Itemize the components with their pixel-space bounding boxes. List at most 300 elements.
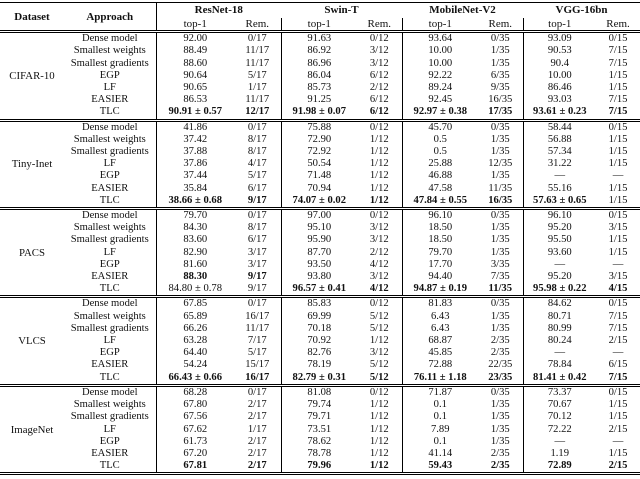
remaining-layers-cell: 4/17 bbox=[247, 158, 267, 170]
top1-value-cell: 87.70 bbox=[281, 247, 357, 259]
remaining-layers-cell: 0/15 bbox=[608, 298, 628, 310]
top1-value-cell: 17.70 bbox=[402, 259, 478, 271]
remaining-layers-cell: 7/15 bbox=[608, 371, 628, 383]
top1-value-cell: 50.54 bbox=[281, 158, 357, 170]
top1-value-cell: 84.80 ± 0.78 bbox=[156, 283, 234, 297]
approach-cell: EGP bbox=[99, 347, 120, 359]
remaining-layers-cell: 1/15 bbox=[608, 246, 628, 258]
remaining-layers-cell: 1/35 bbox=[490, 246, 510, 258]
top1-value-cell: 70.18 bbox=[281, 323, 357, 335]
remaining-layers-cell: 11/35 bbox=[488, 283, 513, 295]
table-row bbox=[0, 311, 640, 323]
top1-value-cell: 31.22 bbox=[523, 158, 596, 170]
top1-value-cell: 79.70 bbox=[402, 247, 478, 259]
group-header-resnet18: ResNet-18 bbox=[156, 3, 281, 19]
table-row bbox=[0, 82, 640, 94]
top1-value-cell: 82.76 bbox=[281, 347, 357, 359]
remaining-layers-cell: 0/35 bbox=[490, 33, 510, 45]
approach-cell: EGP bbox=[99, 69, 120, 81]
remaining-layers-cell: 1/12 bbox=[369, 194, 389, 206]
remaining-layers-cell: 1/35 bbox=[490, 57, 510, 69]
remaining-layers-cell: 11/17 bbox=[245, 322, 270, 334]
remaining-layers-cell: 7/15 bbox=[608, 45, 628, 57]
remaining-layers-cell: 11/17 bbox=[245, 57, 270, 69]
remaining-layers-cell: 0/12 bbox=[369, 33, 389, 45]
top1-value-cell: 72.89 bbox=[523, 460, 596, 474]
remaining-layers-cell: 1/12 bbox=[369, 423, 389, 435]
approach-cell: LF bbox=[103, 335, 116, 347]
top1-value-cell: 54.24 bbox=[156, 359, 234, 371]
top1-value-cell: 6.43 bbox=[402, 311, 478, 323]
remaining-layers-cell: 0/12 bbox=[369, 386, 389, 398]
remaining-layers-cell: 1/12 bbox=[369, 435, 389, 447]
top1-value-cell: — bbox=[523, 436, 596, 448]
remaining-layers-cell: 5/12 bbox=[369, 359, 389, 371]
remaining-layers-cell: 0/17 bbox=[247, 33, 267, 45]
top1-value-cell: 0.1 bbox=[402, 411, 478, 423]
table-row bbox=[0, 335, 640, 347]
remaining-layers-cell: 0/15 bbox=[608, 121, 628, 133]
table-row bbox=[0, 158, 640, 170]
remaining-layers-cell: 2/12 bbox=[369, 82, 389, 94]
remaining-layers-cell: 2/17 bbox=[247, 447, 267, 459]
top1-value-cell: 80.24 bbox=[523, 335, 596, 347]
top1-value-cell: 70.94 bbox=[281, 183, 357, 195]
subcol-header-top1: top-1 bbox=[281, 18, 357, 32]
remaining-layers-cell: 2/35 bbox=[490, 335, 510, 347]
remaining-layers-cell: 9/35 bbox=[490, 82, 510, 94]
remaining-layers-cell: 1/15 bbox=[608, 82, 628, 94]
table-row bbox=[0, 106, 640, 120]
top1-value-cell: 67.20 bbox=[156, 448, 234, 460]
remaining-layers-cell: 5/12 bbox=[369, 322, 389, 334]
top1-value-cell: 92.45 bbox=[402, 94, 478, 106]
approach-cell: EASIER bbox=[91, 94, 129, 106]
remaining-layers-cell: 7/35 bbox=[490, 271, 510, 283]
dataset-cell: PACS bbox=[18, 246, 46, 259]
approach-cell: EASIER bbox=[91, 447, 129, 459]
top1-value-cell: 18.50 bbox=[402, 222, 478, 234]
table-row bbox=[0, 271, 640, 283]
top1-value-cell: 70.92 bbox=[281, 335, 357, 347]
remaining-layers-cell: 3/12 bbox=[369, 234, 389, 246]
remaining-layers-cell: 0/17 bbox=[247, 298, 267, 310]
remaining-layers-cell: 3/12 bbox=[369, 57, 389, 69]
top1-value-cell: 7.89 bbox=[402, 424, 478, 436]
remaining-layers-cell: 12/35 bbox=[488, 158, 513, 170]
top1-value-cell: 91.25 bbox=[281, 94, 357, 106]
remaining-layers-cell: 0/15 bbox=[608, 210, 628, 222]
remaining-layers-cell: — bbox=[612, 258, 624, 270]
remaining-layers-cell: 2/17 bbox=[247, 435, 267, 447]
remaining-layers-cell: 1/12 bbox=[369, 133, 389, 145]
top1-value-cell: 81.83 bbox=[402, 297, 478, 311]
top1-value-cell: 90.65 bbox=[156, 82, 234, 94]
top1-value-cell: 88.30 bbox=[156, 271, 234, 283]
top1-value-cell: 56.88 bbox=[523, 134, 596, 146]
remaining-layers-cell: 0/15 bbox=[608, 33, 628, 45]
top1-value-cell: 64.40 bbox=[156, 347, 234, 359]
approach-cell: Dense model bbox=[81, 298, 138, 310]
top1-value-cell: 73.51 bbox=[281, 424, 357, 436]
top1-value-cell: 35.84 bbox=[156, 183, 234, 195]
remaining-layers-cell: 16/35 bbox=[488, 94, 513, 106]
remaining-layers-cell: — bbox=[612, 347, 624, 359]
top1-value-cell: 72.88 bbox=[402, 359, 478, 371]
top1-value-cell: 92.22 bbox=[402, 70, 478, 82]
top1-value-cell: 57.34 bbox=[523, 146, 596, 158]
remaining-layers-cell: 1/12 bbox=[369, 411, 389, 423]
remaining-layers-cell: 9/17 bbox=[247, 283, 267, 295]
remaining-layers-cell: 1/12 bbox=[369, 170, 389, 182]
top1-value-cell: 86.96 bbox=[281, 58, 357, 70]
top1-value-cell: 86.46 bbox=[523, 82, 596, 94]
top1-value-cell: 95.20 bbox=[523, 222, 596, 234]
top1-value-cell: 93.64 bbox=[402, 32, 478, 46]
top1-value-cell: 1.19 bbox=[523, 448, 596, 460]
table-row bbox=[0, 436, 640, 448]
remaining-layers-cell: 7/15 bbox=[608, 310, 628, 322]
remaining-layers-cell: 1/15 bbox=[608, 194, 628, 206]
top1-value-cell: 0.1 bbox=[402, 436, 478, 448]
top1-value-cell: 79.71 bbox=[281, 411, 357, 423]
top1-value-cell: — bbox=[523, 170, 596, 182]
remaining-layers-cell: 1/12 bbox=[369, 399, 389, 411]
approach-cell: TLC bbox=[99, 371, 120, 383]
table-row bbox=[0, 146, 640, 158]
dataset-block bbox=[0, 120, 640, 208]
remaining-layers-cell: 0/35 bbox=[490, 386, 510, 398]
remaining-layers-cell: 1/15 bbox=[608, 158, 628, 170]
top1-value-cell: 58.44 bbox=[523, 120, 596, 134]
remaining-layers-cell: 3/12 bbox=[369, 347, 389, 359]
remaining-layers-cell: 2/17 bbox=[247, 411, 267, 423]
top1-value-cell: 95.10 bbox=[281, 222, 357, 234]
remaining-layers-cell: 1/35 bbox=[490, 45, 510, 57]
remaining-layers-cell: 3/17 bbox=[247, 258, 267, 270]
subcol-header-rem: Rem. bbox=[488, 18, 513, 30]
top1-value-cell: 72.90 bbox=[281, 134, 357, 146]
remaining-layers-cell: — bbox=[612, 170, 624, 182]
top1-value-cell: 66.43 ± 0.66 bbox=[156, 372, 234, 386]
top1-value-cell: 81.08 bbox=[281, 385, 357, 399]
top1-value-cell: 38.66 ± 0.68 bbox=[156, 195, 234, 209]
top1-value-cell: 37.42 bbox=[156, 134, 234, 146]
remaining-layers-cell: 9/17 bbox=[247, 194, 267, 206]
top1-value-cell: 0.1 bbox=[402, 399, 478, 411]
remaining-layers-cell: 1/35 bbox=[490, 399, 510, 411]
top1-value-cell: 96.10 bbox=[523, 209, 596, 223]
remaining-layers-cell: 6/35 bbox=[490, 69, 510, 81]
approach-cell: Smallest gradients bbox=[70, 411, 149, 423]
dataset-block bbox=[0, 297, 640, 385]
remaining-layers-cell: 4/12 bbox=[369, 258, 389, 270]
approach-cell: LF bbox=[103, 82, 116, 94]
top1-value-cell: 93.09 bbox=[523, 32, 596, 46]
remaining-layers-cell: — bbox=[612, 435, 624, 447]
remaining-layers-cell: 23/35 bbox=[488, 371, 513, 383]
remaining-layers-cell: 5/17 bbox=[247, 347, 267, 359]
remaining-layers-cell: 6/15 bbox=[608, 359, 628, 371]
dataset-block bbox=[0, 385, 640, 473]
table-row bbox=[0, 297, 640, 311]
top1-value-cell: 47.84 ± 0.55 bbox=[402, 195, 478, 209]
approach-cell: EASIER bbox=[91, 182, 129, 194]
approach-cell: TLC bbox=[99, 283, 120, 295]
approach-cell: EASIER bbox=[91, 271, 129, 283]
approach-cell: EGP bbox=[99, 258, 120, 270]
remaining-layers-cell: 1/35 bbox=[490, 170, 510, 182]
remaining-layers-cell: 17/35 bbox=[488, 106, 513, 118]
top1-value-cell: 68.28 bbox=[156, 385, 234, 399]
table-row bbox=[0, 448, 640, 460]
remaining-layers-cell: 1/35 bbox=[490, 133, 510, 145]
top1-value-cell: 59.43 bbox=[402, 460, 478, 474]
top1-value-cell: 46.88 bbox=[402, 170, 478, 182]
col-header-dataset: Dataset bbox=[14, 10, 50, 23]
remaining-layers-cell: 0/12 bbox=[369, 121, 389, 133]
top1-value-cell: 18.50 bbox=[402, 234, 478, 246]
top1-value-cell: 84.62 bbox=[523, 297, 596, 311]
top1-value-cell: 97.00 bbox=[281, 209, 357, 223]
remaining-layers-cell: 0/17 bbox=[247, 210, 267, 222]
top1-value-cell: 71.48 bbox=[281, 170, 357, 182]
top1-value-cell: 90.64 bbox=[156, 70, 234, 82]
remaining-layers-cell: 6/12 bbox=[369, 94, 389, 106]
top1-value-cell: 84.30 bbox=[156, 222, 234, 234]
top1-value-cell: 67.62 bbox=[156, 424, 234, 436]
remaining-layers-cell: 9/17 bbox=[247, 271, 267, 283]
top1-value-cell: 78.78 bbox=[281, 448, 357, 460]
top1-value-cell: 93.61 ± 0.23 bbox=[523, 106, 596, 120]
remaining-layers-cell: 7/17 bbox=[247, 335, 267, 347]
top1-value-cell: 0.5 bbox=[402, 134, 478, 146]
approach-cell: Smallest weights bbox=[73, 45, 146, 57]
remaining-layers-cell: 16/17 bbox=[245, 371, 270, 383]
subcol-header-top1: top-1 bbox=[156, 18, 234, 32]
table-row bbox=[0, 372, 640, 386]
dataset-cell: VLCS bbox=[18, 335, 46, 348]
remaining-layers-cell: 1/15 bbox=[608, 447, 628, 459]
remaining-layers-cell: 1/15 bbox=[608, 182, 628, 194]
remaining-layers-cell: 8/17 bbox=[247, 222, 267, 234]
table-row bbox=[0, 359, 640, 371]
table-row bbox=[0, 70, 640, 82]
top1-value-cell: 76.11 ± 1.18 bbox=[402, 372, 478, 386]
remaining-layers-cell: 2/17 bbox=[247, 460, 267, 472]
remaining-layers-cell: 16/35 bbox=[488, 194, 513, 206]
table-row bbox=[0, 460, 640, 474]
top1-value-cell: 88.60 bbox=[156, 58, 234, 70]
remaining-layers-cell: 0/12 bbox=[369, 298, 389, 310]
top1-value-cell: 82.79 ± 0.31 bbox=[281, 372, 357, 386]
subcol-header-top1: top-1 bbox=[523, 18, 596, 32]
approach-cell: LF bbox=[103, 158, 116, 170]
top1-value-cell: 94.87 ± 0.19 bbox=[402, 283, 478, 297]
approach-cell: Dense model bbox=[81, 210, 138, 222]
remaining-layers-cell: 7/15 bbox=[608, 322, 628, 334]
top1-value-cell: 78.62 bbox=[281, 436, 357, 448]
remaining-layers-cell: 1/12 bbox=[369, 447, 389, 459]
remaining-layers-cell: 0/17 bbox=[247, 386, 267, 398]
top1-value-cell: 96.10 bbox=[402, 209, 478, 223]
top1-value-cell: 86.92 bbox=[281, 45, 357, 57]
table-row bbox=[0, 94, 640, 106]
remaining-layers-cell: 22/35 bbox=[488, 359, 513, 371]
top1-value-cell: 10.00 bbox=[402, 45, 478, 57]
subcol-header-rem: Rem. bbox=[606, 18, 630, 30]
table-row bbox=[0, 209, 640, 223]
remaining-layers-cell: 5/12 bbox=[369, 371, 389, 383]
table-row bbox=[0, 183, 640, 195]
remaining-layers-cell: 2/12 bbox=[369, 246, 389, 258]
top1-value-cell: 79.74 bbox=[281, 399, 357, 411]
table-row bbox=[0, 234, 640, 246]
top1-value-cell: 93.50 bbox=[281, 259, 357, 271]
top1-value-cell: 90.53 bbox=[523, 45, 596, 57]
remaining-layers-cell: 1/15 bbox=[608, 133, 628, 145]
remaining-layers-cell: 3/15 bbox=[608, 222, 628, 234]
remaining-layers-cell: 15/17 bbox=[245, 359, 270, 371]
table-row bbox=[0, 32, 640, 46]
remaining-layers-cell: 3/15 bbox=[608, 271, 628, 283]
remaining-layers-cell: 1/35 bbox=[490, 322, 510, 334]
remaining-layers-cell: 7/15 bbox=[608, 57, 628, 69]
remaining-layers-cell: 1/17 bbox=[247, 423, 267, 435]
remaining-layers-cell: 3/17 bbox=[247, 246, 267, 258]
remaining-layers-cell: 7/15 bbox=[608, 106, 628, 118]
remaining-layers-cell: 12/17 bbox=[245, 106, 270, 118]
table-row bbox=[0, 247, 640, 259]
remaining-layers-cell: 1/17 bbox=[247, 82, 267, 94]
top1-value-cell: 89.24 bbox=[402, 82, 478, 94]
remaining-layers-cell: 0/12 bbox=[369, 210, 389, 222]
remaining-layers-cell: 1/15 bbox=[608, 411, 628, 423]
top1-value-cell: 81.60 bbox=[156, 259, 234, 271]
top1-value-cell: 55.16 bbox=[523, 183, 596, 195]
top1-value-cell: 41.14 bbox=[402, 448, 478, 460]
remaining-layers-cell: 2/35 bbox=[490, 347, 510, 359]
approach-cell: Smallest weights bbox=[73, 310, 146, 322]
remaining-layers-cell: 1/15 bbox=[608, 146, 628, 158]
remaining-layers-cell: 0/17 bbox=[247, 121, 267, 133]
top1-value-cell: 80.71 bbox=[523, 311, 596, 323]
top1-value-cell: 92.97 ± 0.38 bbox=[402, 106, 478, 120]
approach-cell: EGP bbox=[99, 170, 120, 182]
top1-value-cell: 67.80 bbox=[156, 399, 234, 411]
remaining-layers-cell: 1/35 bbox=[490, 310, 510, 322]
table-row bbox=[0, 222, 640, 234]
table-row bbox=[0, 170, 640, 182]
remaining-layers-cell: 1/35 bbox=[490, 234, 510, 246]
top1-value-cell: 92.00 bbox=[156, 32, 234, 46]
top1-value-cell: 93.80 bbox=[281, 271, 357, 283]
approach-cell: Smallest gradients bbox=[70, 146, 149, 158]
remaining-layers-cell: 5/17 bbox=[247, 69, 267, 81]
top1-value-cell: 25.88 bbox=[402, 158, 478, 170]
top1-value-cell: 85.73 bbox=[281, 82, 357, 94]
approach-cell: Smallest weights bbox=[73, 399, 146, 411]
approach-cell: Smallest weights bbox=[73, 133, 146, 145]
remaining-layers-cell: 2/17 bbox=[247, 399, 267, 411]
top1-value-cell: 95.98 ± 0.22 bbox=[523, 283, 596, 297]
top1-value-cell: 90.91 ± 0.57 bbox=[156, 106, 234, 120]
top1-value-cell: 47.58 bbox=[402, 183, 478, 195]
remaining-layers-cell: 6/17 bbox=[247, 234, 267, 246]
top1-value-cell: 65.89 bbox=[156, 311, 234, 323]
remaining-layers-cell: 1/12 bbox=[369, 146, 389, 158]
top1-value-cell: 67.81 bbox=[156, 460, 234, 474]
top1-value-cell: 61.73 bbox=[156, 436, 234, 448]
top1-value-cell: 91.98 ± 0.07 bbox=[281, 106, 357, 120]
top1-value-cell: 70.12 bbox=[523, 411, 596, 423]
top1-value-cell: 6.43 bbox=[402, 323, 478, 335]
approach-cell: Smallest gradients bbox=[70, 57, 149, 69]
top1-value-cell: 80.99 bbox=[523, 323, 596, 335]
top1-value-cell: 91.63 bbox=[281, 32, 357, 46]
top1-value-cell: — bbox=[523, 347, 596, 359]
remaining-layers-cell: 0/35 bbox=[490, 121, 510, 133]
header-row-models bbox=[0, 3, 640, 19]
col-header-approach: Approach bbox=[86, 10, 134, 23]
table-row bbox=[0, 58, 640, 70]
top1-value-cell: 41.86 bbox=[156, 120, 234, 134]
remaining-layers-cell: 2/15 bbox=[608, 335, 628, 347]
top1-value-cell: 69.99 bbox=[281, 311, 357, 323]
top1-value-cell: 72.92 bbox=[281, 146, 357, 158]
approach-cell: TLC bbox=[99, 106, 120, 118]
subcol-header-top1: top-1 bbox=[402, 18, 478, 32]
top1-value-cell: 37.86 bbox=[156, 158, 234, 170]
dataset-cell: CIFAR-10 bbox=[9, 69, 55, 82]
top1-value-cell: 37.88 bbox=[156, 146, 234, 158]
top1-value-cell: 67.56 bbox=[156, 411, 234, 423]
top1-value-cell: 94.40 bbox=[402, 271, 478, 283]
dataset-cell: Tiny-Inet bbox=[11, 158, 53, 171]
table-row bbox=[0, 424, 640, 436]
remaining-layers-cell: 16/17 bbox=[245, 310, 270, 322]
remaining-layers-cell: 1/35 bbox=[490, 146, 510, 158]
subcol-header-rem: Rem. bbox=[367, 18, 392, 30]
approach-cell: Dense model bbox=[81, 121, 138, 133]
subcol-header-rem: Rem. bbox=[245, 18, 270, 30]
remaining-layers-cell: 1/35 bbox=[490, 411, 510, 423]
top1-value-cell: 67.85 bbox=[156, 297, 234, 311]
remaining-layers-cell: 1/15 bbox=[608, 234, 628, 246]
remaining-layers-cell: 1/35 bbox=[490, 435, 510, 447]
table-row bbox=[0, 195, 640, 209]
top1-value-cell: 79.96 bbox=[281, 460, 357, 474]
top1-value-cell: 68.87 bbox=[402, 335, 478, 347]
remaining-layers-cell: 4/15 bbox=[608, 283, 628, 295]
dataset-block bbox=[0, 209, 640, 297]
top1-value-cell: 93.60 bbox=[523, 247, 596, 259]
top1-value-cell: 93.03 bbox=[523, 94, 596, 106]
remaining-layers-cell: 6/12 bbox=[369, 69, 389, 81]
approach-cell: Smallest gradients bbox=[70, 234, 149, 246]
top1-value-cell: 66.26 bbox=[156, 323, 234, 335]
top1-value-cell: 74.07 ± 0.02 bbox=[281, 195, 357, 209]
table-row bbox=[0, 45, 640, 57]
remaining-layers-cell: 1/12 bbox=[369, 182, 389, 194]
table-row bbox=[0, 120, 640, 134]
top1-value-cell: 81.41 ± 0.42 bbox=[523, 372, 596, 386]
table-row bbox=[0, 399, 640, 411]
approach-cell: EGP bbox=[99, 435, 120, 447]
remaining-layers-cell: 0/35 bbox=[490, 298, 510, 310]
top1-value-cell: 63.28 bbox=[156, 335, 234, 347]
group-header-swint: Swin-T bbox=[324, 4, 359, 16]
